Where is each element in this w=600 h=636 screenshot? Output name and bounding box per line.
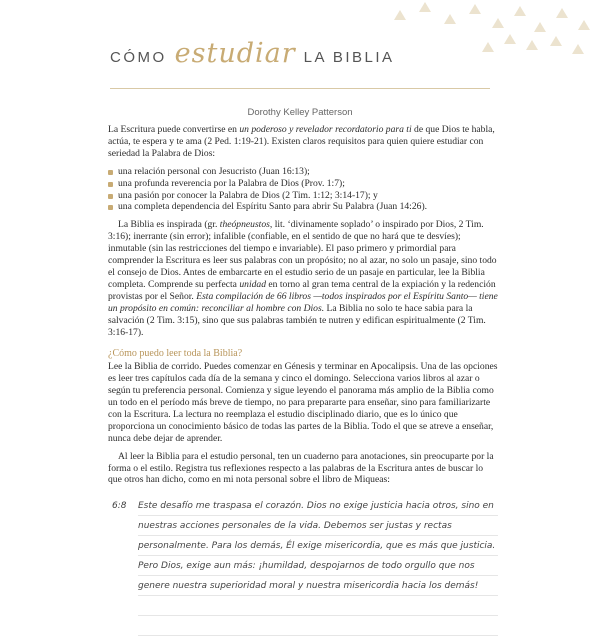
intro-text-a: La Escritura puede convertirse en (108, 124, 240, 135)
inspired-emphasis: Esta compilación de 66 libros —todos inspirados por el Espíritu Santo— tiene un propósito en común: reconciliar al hombre con Dios. (108, 290, 498, 314)
title-suffix: LA BIBLIA (303, 49, 395, 66)
list-item: una pasión por conocer la Palabra de Dios (2 Tim. 1:12; 3:14-17); y (108, 190, 498, 202)
unidad-term: unidad (239, 278, 266, 290)
list-item: una completa dependencia del Espíritu Santo para abrir Su Palabra (Juan 14:26). (108, 201, 498, 213)
title-divider (110, 88, 490, 89)
note-verse-reference: 6:8 (112, 501, 127, 512)
inspiration-paragraph (108, 219, 498, 338)
triangle-pattern-decoration (380, 0, 600, 60)
requirements-list (108, 166, 498, 214)
greek-term: theópneustos (219, 219, 270, 231)
list-item: una profunda reverencia por la Palabra de Dios (Prov. 1:7); (108, 178, 498, 190)
article-body (108, 124, 498, 596)
intro-paragraph (108, 124, 498, 160)
author-byline: Dorothy Kelley Patterson (247, 107, 353, 118)
inspired-text-d: La Biblia no solo te hace sabia para la salvación (2 Tim. 3:15), sino que sus palabras también te nutren y edifican espiritualmente (2 Tim. 3:16-17). (108, 302, 486, 338)
page-title (110, 38, 395, 78)
inspired-text-c: en torno al gran tema central de la expiación y la redención provistas por el Señor. (108, 278, 496, 302)
section-heading: ¿Cómo puedo leer toda la Biblia? (108, 348, 243, 360)
title-prefix: CÓMO (110, 49, 167, 66)
title-script-word: estudiar (174, 38, 296, 69)
note-text: Este desafío me traspasa el corazón. Dios no exige justicia hacia otros, sino en nuestras acciones personales de la vida. Debemos ser justas y rectas personalmente. Para los demás, Él exige misericordia, que es más que justicia. Pero Dios, exige aun más: ¡humildad, despojarnos de todo orgullo que nos genere nuestra superioridad moral y nuestra misericordia hacia los demás! (138, 501, 496, 592)
handwritten-note (108, 496, 498, 596)
inspired-text-b: , lit. ‘divinamente soplado’ o inspirado por Dios, 2 Tim. 3:16); inerrante (sin error); infalible (confiable, en el sentido de que no hará que te desvíes); inmutable (sin las restricciones del tiempo e invariable). El paso primero y primordial para comprender la Escritura es leer sus palabras con un propósito; no al azar, no solo un pasaje, sino todo el consejo de Dios. Antes de embarcarte en el estudio serio de un pasaje en particular, lee la Biblia completa. Comprende su perfecta (108, 219, 497, 290)
inspired-text-a: La Biblia es inspirada (gr. (118, 219, 220, 231)
reading-paragraph: Lee la Biblia de corrido. Puedes comenzar en Génesis y terminar en Apocalipsis. Una de las opciones es leer tres capítulos cada día de la semana y cinco el domingo. Selecciona varios libros al azar o según tu preferencia personal. Comienza y sigue leyendo el panorama más amplio de la Biblia como un todo en el período más breve de tiempo, no para prepararte para enseñar, sino para familiarizarte con la Escritura. La lectura no reemplaza el estudio disciplinado diario, que es lo único que proporciona un conocimiento básico de todas las partes de la Biblia. Todo el que se atreve a enseñar, nunca debe dejar de aprender. (108, 361, 498, 444)
list-item: una relación personal con Jesucristo (Juan 16:13); (108, 166, 498, 178)
intro-text-b: de que Dios te habla, actúa, te espera y te ama (2 Ped. 1:19-21). Existen claros requisitos para quien quiere estudiar con seriedad la Palabra de Dios: (108, 124, 495, 159)
intro-emphasis: un poderoso y revelador recordatorio para ti (239, 124, 412, 135)
notebook-paragraph: Al leer la Biblia para el estudio personal, ten un cuaderno para anotaciones, sin preocuparte por la forma o el estilo. Registra tus reflexiones respecto a las palabras de la Escritura antes de buscar lo que otros han dicho, como en mi nota personal sobre el libro de Miqueas: (108, 450, 494, 486)
